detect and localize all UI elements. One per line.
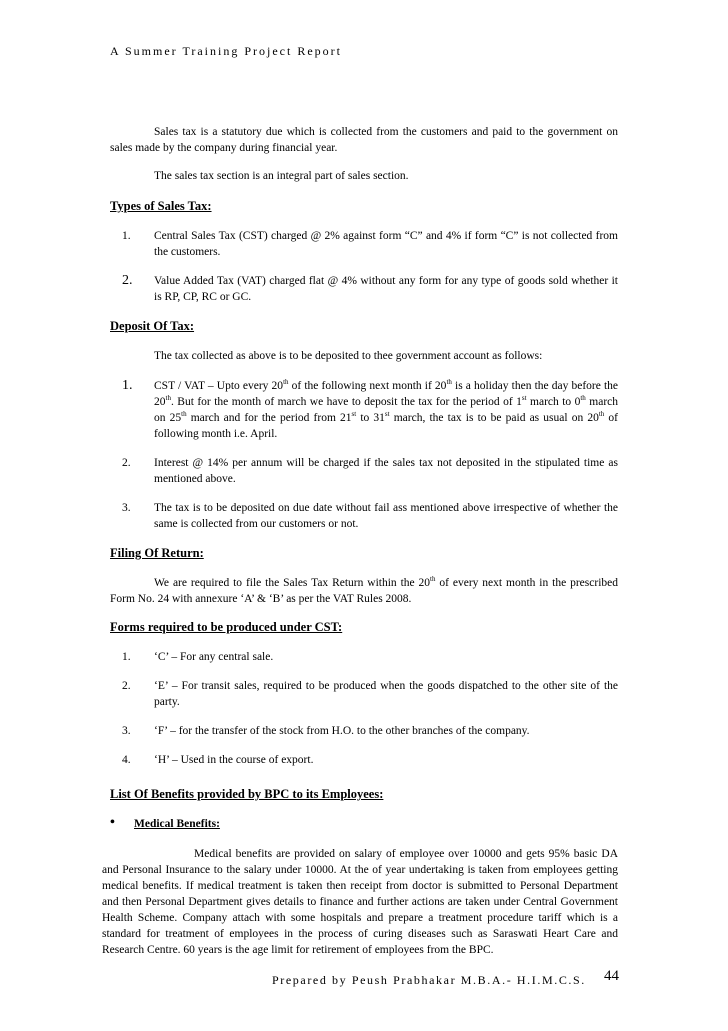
filing-heading: Filing Of Return:	[110, 546, 204, 560]
list-item: 3. The tax is to be deposited on due date without fail ass mentioned above irrespective of whether the same is collected from our customers or not.	[122, 502, 618, 530]
list-item: 1. ‘C’ – For any central sale.	[122, 651, 274, 663]
deposit-intro: The tax collected as above is to be deposited to thee government account as follows:	[154, 350, 543, 362]
bullet-icon: •	[110, 815, 115, 830]
types-list	[110, 228, 618, 305]
intro-paragraph-2: The sales tax section is an integral part of sales section.	[154, 170, 409, 182]
list-item: 4. ‘H’ – Used in the course of export.	[122, 754, 314, 766]
types-heading: Types of Sales Tax:	[110, 199, 212, 213]
intro-paragraph: Sales tax is a statutory due which is collected from the customers and paid to the government on sales made by the company during financial year.	[110, 126, 618, 154]
list-item: 1. CST / VAT – Upto every 20th of the following next month if 20th is a holiday then the day before the 20th. But for the month of march we have to deposit the tax for the period of 1st march to 0th march on 25th march and for the period from 21st to 31st march, the tax is to be paid as usual on 20th of following month i.e. April.	[122, 378, 619, 440]
list-item: 2. Value Added Tax (VAT) charged flat @ 4% without any form for any type of goods sold whether it is RP, CP, RC or GC.	[122, 273, 618, 303]
list-item: 2. ‘E’ – For transit sales, required to be produced when the goods dispatched to the other site of the party.	[122, 680, 618, 708]
deposit-list	[110, 378, 618, 532]
medical-paragraph: Medical benefits are provided on salary of employee over 10000 and gets 95% basic DA and Personal Insurance to the salary under 10000. At the of year undertaking is taken from employees getting medical benefits. If medical treatment is taken then receipt from doctor is submitted to Personal Department and then Personal Department gives details to finance and further actions are taken under Central Government Health Scheme. Company attach with some hospitals and prepare a treatment procedure tariff which is a standard for treatment of employees in the process of curing diseases such as Saraswati Heart Care and Research Centre. 60 years is the age limit for retirement of employees from the BPC.	[102, 848, 618, 956]
forms-list	[110, 649, 618, 768]
filing-paragraph: We are required to file the Sales Tax Return within the 20th of every next month in the prescribed Form No. 24 with annexure ‘A’ & ‘B’ as per the VAT Rules 2008.	[110, 575, 618, 605]
medical-benefits-item: • Medical Benefits:	[110, 815, 220, 830]
forms-heading: Forms required to be produced under CST:	[110, 620, 343, 634]
list-item: 3. ‘F’ – for the transfer of the stock from H.O. to the other branches of the company.	[122, 725, 530, 737]
running-header: A Summer Training Project Report	[110, 44, 342, 58]
deposit-heading: Deposit Of Tax:	[110, 319, 195, 333]
footer-credit: Prepared by Peush Prabhakar M.B.A.- H.I.M.C.S.	[272, 973, 586, 987]
page-body	[102, 124, 619, 958]
benefits-heading: List Of Benefits provided by BPC to its Employees:	[110, 787, 384, 801]
list-item: 2. Interest @ 14% per annum will be charged if the sales tax not deposited in the stipulated time as mentioned above.	[122, 457, 618, 485]
page-number: 44	[604, 968, 619, 984]
list-item: 1. Central Sales Tax (CST) charged @ 2% against form “C” and 4% if form “C” is not collected from the customers.	[122, 230, 618, 258]
